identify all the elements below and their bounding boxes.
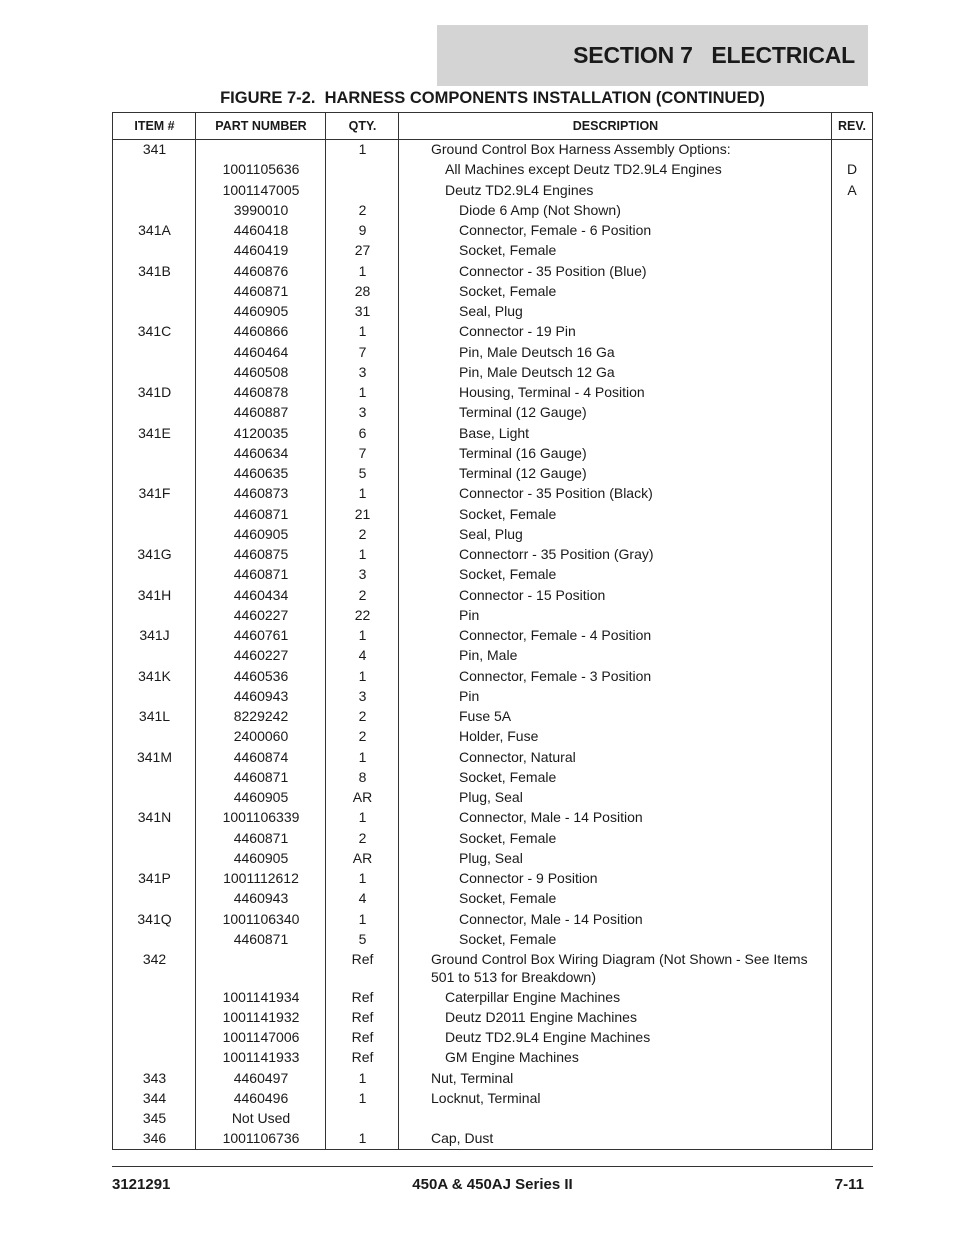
table-row — [113, 485, 872, 505]
table-row — [113, 789, 872, 809]
table-row — [113, 668, 872, 688]
description-text: Terminal (12 Gauge) — [459, 404, 587, 421]
cell-revision: A — [847, 181, 857, 198]
cell-part-number: 4460943 — [233, 890, 289, 907]
cell-part-number: 1001105636 — [222, 161, 300, 178]
description-text: Connector, Female - 3 Position — [459, 667, 652, 684]
header-description: DESCRIPTION — [572, 119, 659, 133]
cell-part-number: 2400060 — [233, 728, 289, 745]
cell-quantity: 2 — [358, 829, 367, 846]
cell-item-number: 341A — [138, 222, 171, 238]
parts-table — [112, 112, 873, 1150]
cell-quantity: AR — [352, 849, 373, 866]
cell-quantity: 1 — [358, 1069, 367, 1086]
description-text: Cap, Dust — [431, 1130, 494, 1147]
cell-quantity: 7 — [358, 343, 367, 360]
table-row — [113, 364, 872, 384]
cell-quantity: Ref — [351, 1008, 374, 1025]
table-row — [113, 870, 872, 890]
description-text: Deutz TD2.9L4 Engines — [445, 181, 594, 198]
description-text: Socket, Female — [459, 890, 557, 907]
description-text: Socket, Female — [459, 242, 557, 259]
description-text: Connector, Female - 4 Position — [459, 627, 652, 643]
cell-quantity: 31 — [354, 303, 371, 319]
cell-quantity: 1 — [358, 748, 367, 765]
description-text: Pin — [459, 606, 480, 623]
cell-quantity: 5 — [358, 930, 367, 947]
cell-quantity: 4 — [358, 890, 367, 907]
cell-item-number: 342 — [142, 951, 167, 967]
cell-quantity: 3 — [358, 363, 367, 380]
description-text: All Machines except Deutz TD2.9L4 Engines — [445, 161, 722, 178]
cell-quantity: 1 — [358, 323, 367, 340]
cell-quantity: 7 — [358, 444, 367, 461]
table-row — [113, 404, 872, 424]
description-text: Socket, Female — [459, 930, 557, 947]
header-item: ITEM # — [134, 119, 175, 133]
table-row — [113, 728, 872, 748]
cell-part-number: 4460761 — [233, 627, 289, 643]
description-text: Seal, Plug — [459, 525, 523, 542]
description-text: Deutz TD2.9L4 Engine Machines — [445, 1029, 651, 1045]
cell-quantity: 3 — [358, 404, 367, 421]
table-row — [113, 222, 872, 242]
cell-quantity: 4 — [358, 647, 367, 664]
cell-part-number: 4460508 — [233, 363, 289, 380]
description-text: GM Engine Machines — [445, 1049, 579, 1066]
table-row — [113, 607, 872, 627]
description-text: Socket, Female — [459, 505, 557, 522]
cell-item-number: 341C — [137, 323, 172, 340]
description-text: Caterpillar Engine Machines — [445, 988, 621, 1005]
cell-quantity: 2 — [358, 525, 367, 542]
cell-quantity: 8 — [358, 768, 367, 785]
cell-quantity: 1 — [358, 627, 367, 643]
cell-part-number: 1001112612 — [223, 870, 299, 886]
cell-quantity: 1 — [358, 485, 367, 502]
cell-quantity: 1 — [358, 262, 367, 279]
table-row — [113, 989, 872, 1009]
cell-part-number: 3990010 — [233, 201, 289, 218]
description-text: Diode 6 Amp (Not Shown) — [459, 201, 621, 218]
footer-rule — [112, 1166, 873, 1168]
cell-quantity: Ref — [351, 1049, 374, 1066]
table-row — [113, 1049, 872, 1069]
cell-item-number: 346 — [142, 1130, 167, 1147]
cell-quantity: 2 — [358, 708, 367, 724]
description-text: Housing, Terminal - 4 Position — [459, 384, 645, 400]
table-row — [113, 445, 872, 465]
description-text: Connector - 9 Position — [459, 870, 598, 886]
table-row — [113, 182, 872, 202]
cell-part-number: 4460871 — [233, 505, 289, 522]
description-text: Locknut, Terminal — [431, 1089, 541, 1106]
cell-revision: D — [846, 161, 858, 178]
cell-quantity: 9 — [358, 222, 367, 238]
cell-item-number: 345 — [142, 1110, 167, 1126]
cell-quantity: 1 — [358, 910, 367, 927]
header-part-number: PART NUMBER — [215, 119, 307, 133]
table-row — [113, 242, 872, 262]
cell-part-number: 4460873 — [233, 485, 289, 502]
description-text: Deutz D2011 Engine Machines — [445, 1008, 637, 1025]
description-text: Base, Light — [459, 424, 530, 441]
cell-part-number: 4460905 — [233, 525, 289, 542]
table-row — [113, 708, 872, 728]
cell-item-number: 341D — [137, 384, 172, 400]
description-text: Plug, Seal — [459, 789, 523, 805]
description-text: Seal, Plug — [459, 303, 523, 319]
cell-part-number: 4460419 — [233, 242, 289, 259]
description-text: Connectorr - 35 Position (Gray) — [459, 546, 654, 562]
description-text: Fuse 5A — [459, 708, 512, 724]
cell-part-number: 4460943 — [233, 687, 289, 704]
cell-part-number: 4460634 — [233, 444, 289, 461]
cell-part-number: 4460905 — [233, 789, 289, 805]
cell-item-number: 341 — [142, 141, 167, 157]
cell-quantity: Ref — [351, 1029, 374, 1045]
table-row — [113, 587, 872, 607]
description-text: Connector - 15 Position — [459, 586, 606, 603]
table-row — [113, 911, 872, 931]
cell-quantity: 1 — [358, 1130, 367, 1147]
cell-part-number: 4460227 — [233, 647, 289, 664]
table-row — [113, 303, 872, 323]
cell-item-number: 341P — [138, 870, 171, 886]
figure-title: FIGURE 7-2. HARNESS COMPONENTS INSTALLATION (CONTINUED) — [220, 89, 765, 107]
cell-part-number: 4120035 — [233, 424, 289, 441]
description-text: Connector, Male - 14 Position — [459, 910, 643, 927]
cell-part-number: 4460866 — [233, 323, 289, 340]
cell-quantity: 3 — [358, 566, 367, 583]
cell-part-number: 1001106339 — [222, 809, 300, 826]
cell-quantity: 5 — [358, 465, 367, 481]
cell-quantity: 6 — [358, 424, 367, 441]
cell-part-number: 4460227 — [233, 606, 289, 623]
description-text: Plug, Seal — [459, 849, 523, 866]
table-row — [113, 344, 872, 364]
cell-quantity: 1 — [358, 1089, 367, 1106]
cell-quantity: 1 — [358, 870, 367, 886]
cell-quantity: 22 — [354, 606, 371, 623]
cell-part-number: 1001141933 — [222, 1049, 300, 1066]
cell-part-number: 4460871 — [233, 930, 289, 947]
description-text: Holder, Fuse — [459, 728, 539, 745]
cell-part-number: 4460874 — [233, 748, 289, 765]
description-text: Connector - 35 Position (Blue) — [459, 262, 647, 279]
cell-part-number: 1001141932 — [222, 1008, 300, 1025]
cell-item-number: 344 — [142, 1089, 167, 1106]
table-row — [113, 931, 872, 951]
cell-quantity: 1 — [358, 141, 367, 157]
table-row — [113, 688, 872, 708]
table-row — [113, 769, 872, 789]
description-text: Terminal (16 Gauge) — [459, 444, 587, 461]
table-row — [113, 566, 872, 586]
cell-quantity: Ref — [351, 951, 374, 967]
cell-quantity: 2 — [358, 728, 367, 745]
cell-quantity: 21 — [354, 505, 371, 522]
description-text: Terminal (12 Gauge) — [459, 465, 587, 481]
cell-quantity: 2 — [358, 201, 367, 218]
cell-part-number: 4460876 — [233, 262, 289, 279]
cell-item-number: 341N — [137, 809, 172, 826]
cell-item-number: 341M — [136, 748, 173, 765]
cell-part-number: 4460871 — [233, 768, 289, 785]
table-row — [113, 1130, 872, 1150]
cell-part-number: 8229242 — [233, 708, 289, 724]
table-row — [113, 506, 872, 526]
description-text: Ground Control Box Wiring Diagram (Not Shown - See Items 501 to 513 for Breakdown) — [431, 951, 808, 985]
cell-part-number: 4460887 — [233, 404, 289, 421]
cell-part-number: 4460871 — [233, 282, 289, 299]
header-rev: REV. — [837, 119, 867, 133]
description-text: Pin, Male — [459, 647, 518, 664]
cell-item-number: 341L — [138, 708, 171, 724]
cell-part-number: 4460434 — [233, 586, 289, 603]
description-text: Socket, Female — [459, 768, 557, 785]
cell-quantity: 27 — [354, 242, 371, 259]
cell-item-number: 341K — [138, 667, 171, 684]
cell-part-number: 4460497 — [233, 1069, 289, 1086]
cell-quantity: AR — [352, 789, 373, 805]
cell-item-number: 341H — [137, 586, 172, 603]
description-text: Pin, Male Deutsch 12 Ga — [459, 363, 615, 380]
table-row — [113, 1110, 872, 1130]
description-text: Socket, Female — [459, 829, 557, 846]
description-text: Connector - 19 Pin — [459, 323, 576, 340]
cell-item-number: 341F — [138, 485, 171, 502]
cell-part-number: 4460905 — [233, 849, 289, 866]
cell-part-number: 4460878 — [233, 384, 289, 400]
description-text: Nut, Terminal — [431, 1069, 514, 1086]
table-row — [113, 1009, 872, 1029]
section-header — [437, 25, 868, 86]
cell-quantity: 3 — [358, 687, 367, 704]
table-row — [113, 749, 872, 769]
table-row — [113, 546, 872, 566]
table-row — [113, 809, 872, 829]
table-row — [113, 1029, 872, 1049]
table-row — [113, 263, 872, 283]
header-qty: QTY. — [348, 119, 377, 133]
description-text: Socket, Female — [459, 566, 557, 583]
cell-quantity: 1 — [358, 667, 367, 684]
table-row — [113, 1090, 872, 1110]
section-title: SECTION 7 ELECTRICAL — [573, 42, 855, 68]
table-row — [113, 323, 872, 343]
table-row — [113, 830, 872, 850]
description-text: Ground Control Box Harness Assembly Options: — [431, 141, 731, 157]
cell-quantity: Ref — [351, 988, 374, 1005]
cell-item-number: 341J — [139, 627, 170, 643]
table-row — [113, 202, 872, 222]
cell-part-number: 4460496 — [233, 1089, 289, 1106]
table-row — [113, 141, 872, 161]
cell-item-number: 341B — [138, 262, 171, 279]
cell-item-number: 341E — [138, 424, 171, 441]
cell-part-number: 4460871 — [233, 829, 289, 846]
footer-page-number: 7-11 — [834, 1176, 864, 1193]
table-row — [113, 627, 872, 647]
cell-quantity: 1 — [358, 384, 367, 400]
cell-part-number: 4460635 — [233, 465, 289, 481]
cell-part-number: 4460905 — [233, 303, 289, 319]
table-row — [113, 850, 872, 870]
table-row — [113, 526, 872, 546]
cell-part-number: 4460536 — [233, 667, 289, 684]
table-row — [113, 425, 872, 445]
cell-part-number: 4460464 — [233, 343, 289, 360]
cell-part-number: 4460871 — [233, 566, 289, 583]
table-row — [113, 161, 872, 181]
cell-quantity: 1 — [358, 546, 367, 562]
description-text: Connector - 35 Position (Black) — [459, 485, 653, 502]
cell-part-number: 1001147005 — [222, 181, 300, 198]
table-row — [113, 384, 872, 404]
footer-model: 450A & 450AJ Series II — [412, 1176, 573, 1193]
table-row — [113, 283, 872, 303]
description-text: Connector, Male - 14 Position — [459, 809, 643, 826]
description-text: Pin — [459, 687, 480, 704]
cell-quantity: 1 — [358, 809, 367, 826]
description-text: Socket, Female — [459, 282, 557, 299]
footer-doc-number: 3121291 — [112, 1176, 171, 1193]
cell-item-number: 341Q — [137, 910, 172, 927]
table-header-row — [113, 113, 872, 140]
table-row — [113, 647, 872, 667]
cell-quantity: 28 — [354, 282, 371, 299]
table-row — [113, 890, 872, 910]
table-row — [113, 465, 872, 485]
cell-quantity: 2 — [358, 586, 367, 603]
cell-part-number: 1001147006 — [222, 1029, 300, 1045]
cell-part-number: 4460418 — [233, 222, 289, 238]
cell-part-number: 1001106340 — [222, 910, 300, 927]
cell-part-number: 1001141934 — [222, 988, 300, 1005]
cell-part-number: 1001106736 — [222, 1130, 300, 1147]
cell-item-number: 343 — [142, 1069, 167, 1086]
cell-part-number: Not Used — [231, 1110, 291, 1126]
description-text: Pin, Male Deutsch 16 Ga — [459, 343, 615, 360]
cell-item-number: 341G — [137, 546, 172, 562]
description-text: Connector, Natural — [459, 748, 576, 765]
table-row — [113, 1070, 872, 1090]
cell-part-number: 4460875 — [233, 546, 289, 562]
table-row — [113, 951, 872, 989]
description-text: Connector, Female - 6 Position — [459, 222, 652, 238]
